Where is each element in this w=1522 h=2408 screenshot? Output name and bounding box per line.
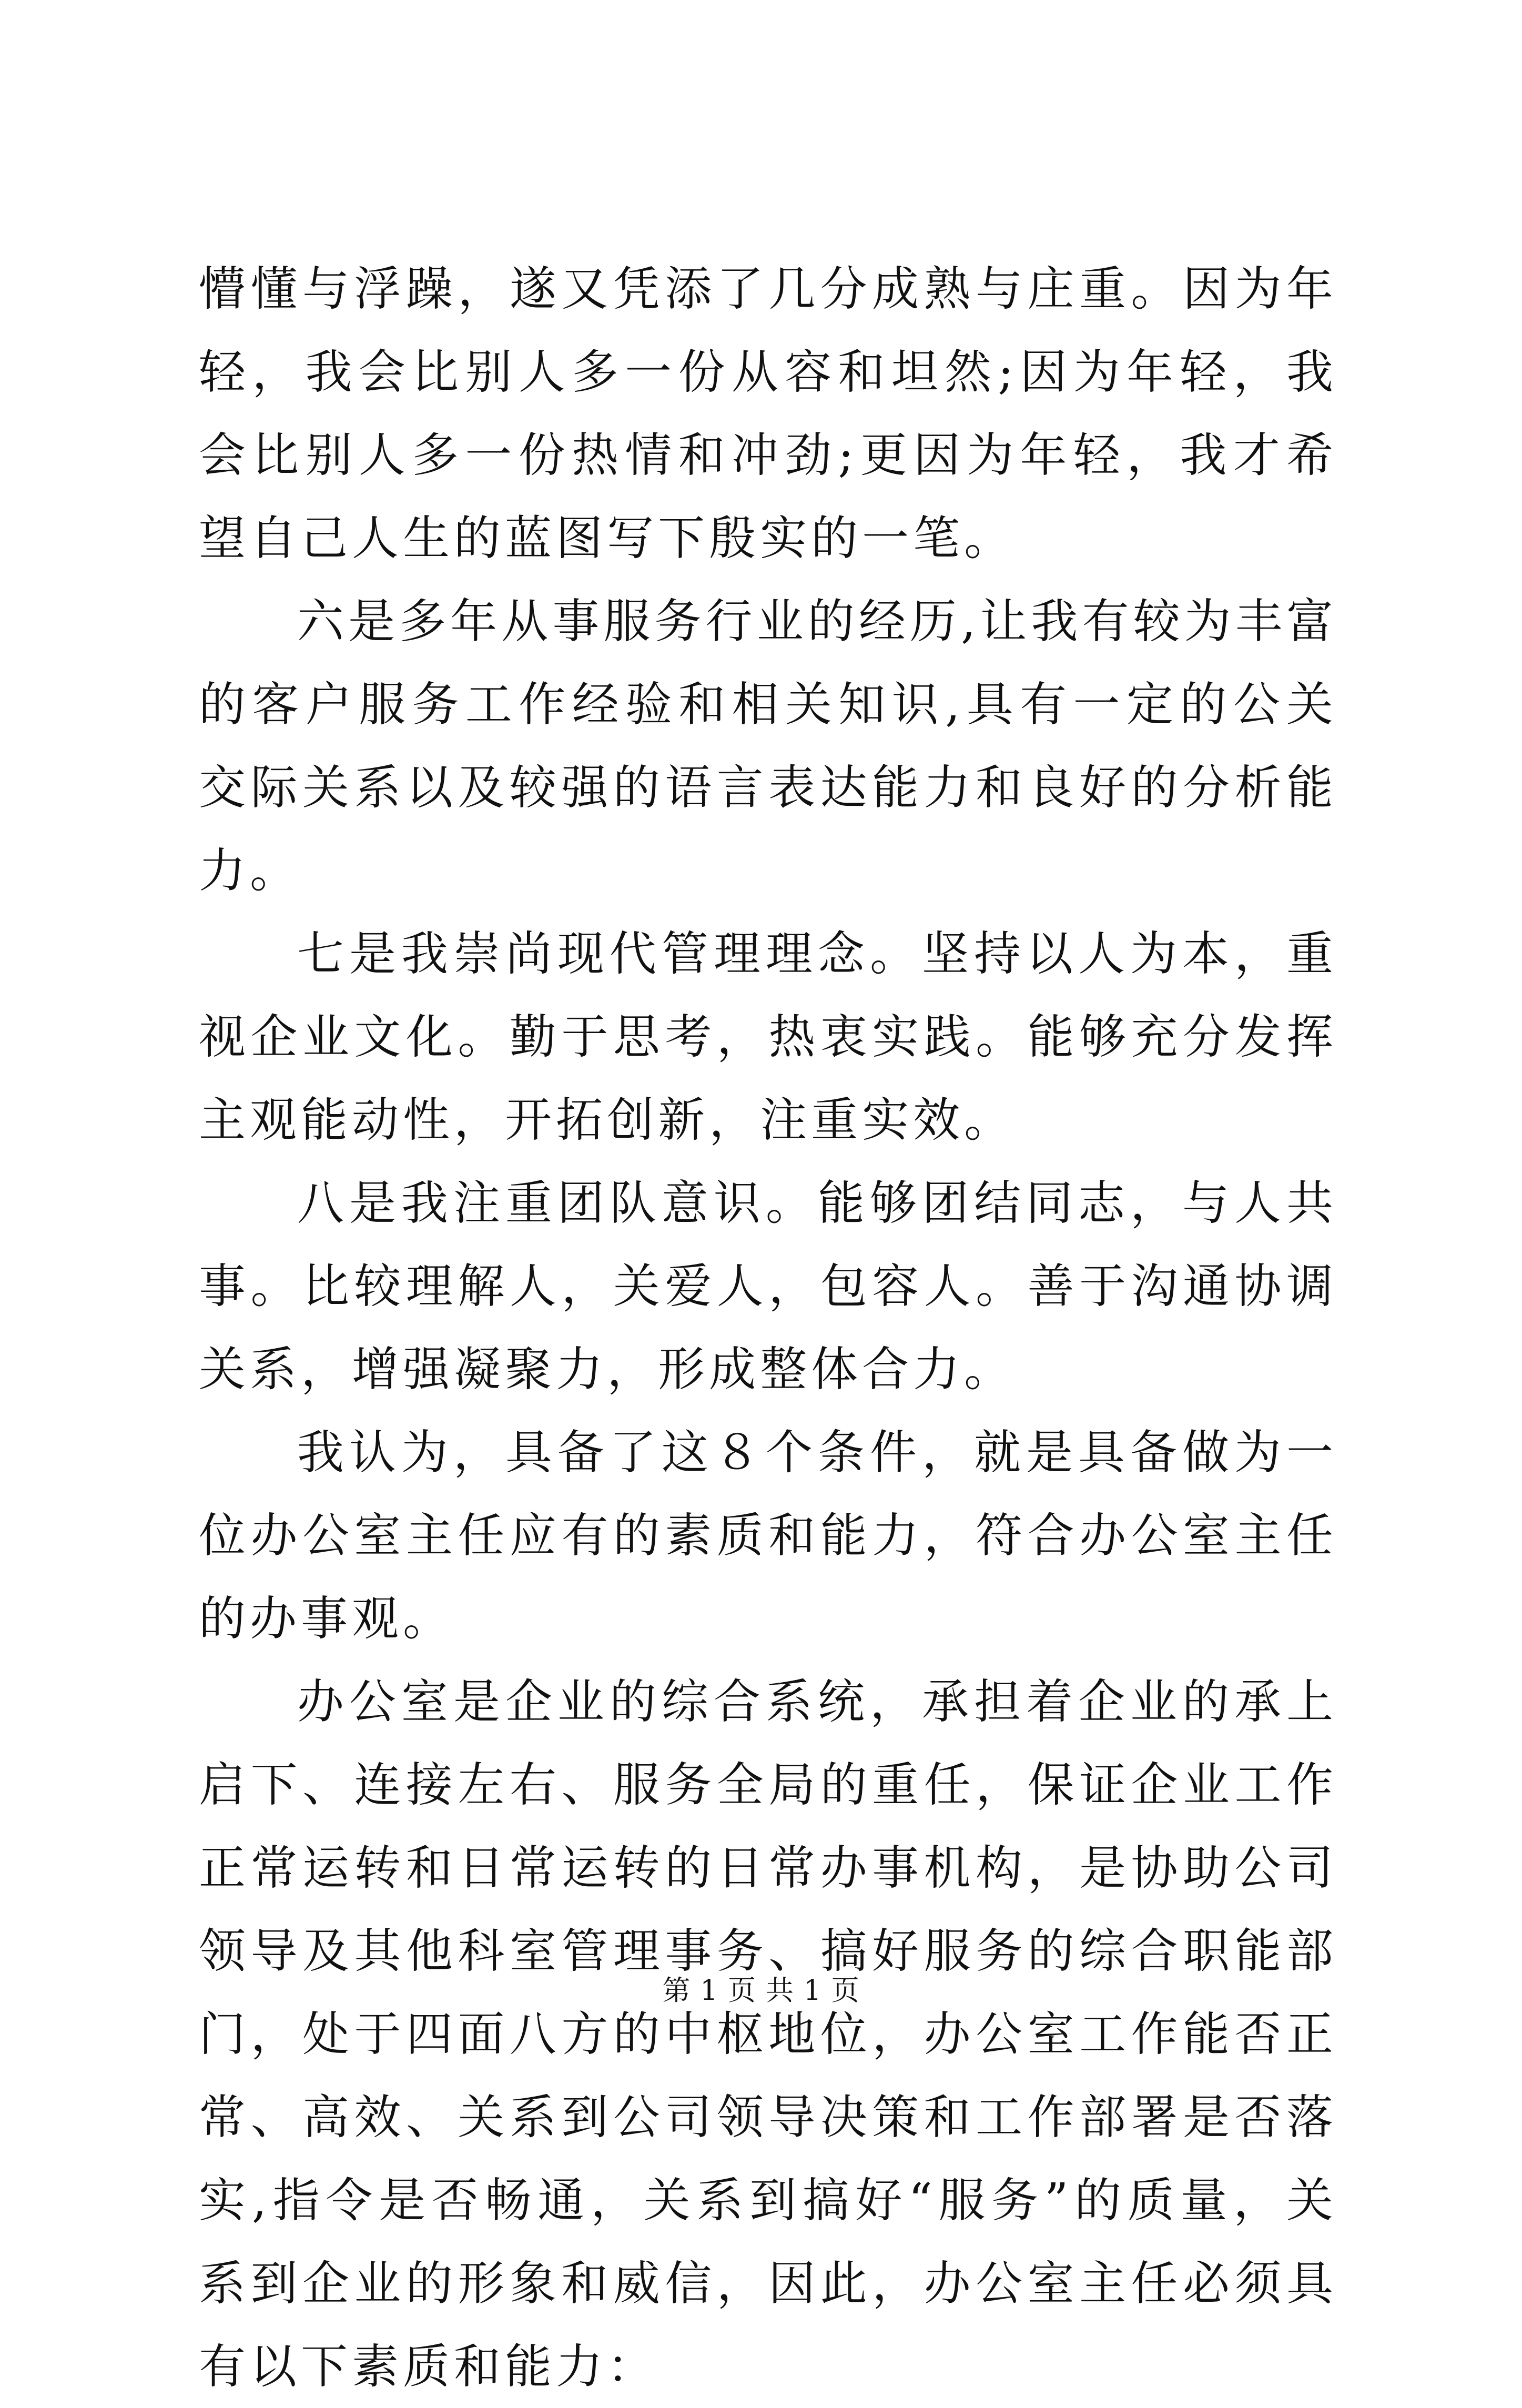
paragraph-continuation: 懵懂与浮躁，遂又凭添了几分成熟与庄重。因为年轻，我会比别人多一份从容和坦然;因为年轻，我会比别人多一份热情和冲劲;更因为年轻，我才希望自己人生的蓝图写下殷实的一笔。	[199, 261, 1337, 565]
paragraph-office-role: 办公室是企业的综合系统，承担着企业的承上启下、连接左右、服务全局的重任，保证企业工作正常运转和日常运转的日常办事机构，是协助公司领导及其他科室管理事务、搞好服务的综合职能部门，处于四面八方的中枢地位，办公室工作能否正常、高效、关系到公司领导决策和工作部署是否落实,指令是否畅通，关系到搞好“服务”的质量，关系到企业的形象和威信，因此，办公室主任必须具有以下素质和能力：	[199, 1674, 1337, 2394]
paragraph-six: 六是多年从事服务行业的经历,让我有较为丰富的客户服务工作经验和相关知识,具有一定的公关交际关系以及较强的语言表达能力和良好的分析能力。	[199, 594, 1337, 898]
page-footer: 第 1 页 共 1 页	[662, 1975, 860, 2007]
paragraph-conclusion: 我认为，具备了这８个条件，就是具备做为一位办公室主任应有的素质和能力，符合办公室主任的办事观。	[199, 1425, 1337, 1646]
paragraph-seven: 七是我崇尚现代管理理念。坚持以人为本，重视企业文化。勤于思考，热衷实践。能够充分发挥主观能动性，开拓创新，注重实效。	[199, 926, 1337, 1147]
paragraph-eight: 八是我注重团队意识。能够团结同志，与人共事。比较理解人，关爱人，包容人。善于沟通协调关系，增强凝聚力，形成整体合力。	[199, 1176, 1337, 1397]
document-body	[199, 247, 1337, 2408]
